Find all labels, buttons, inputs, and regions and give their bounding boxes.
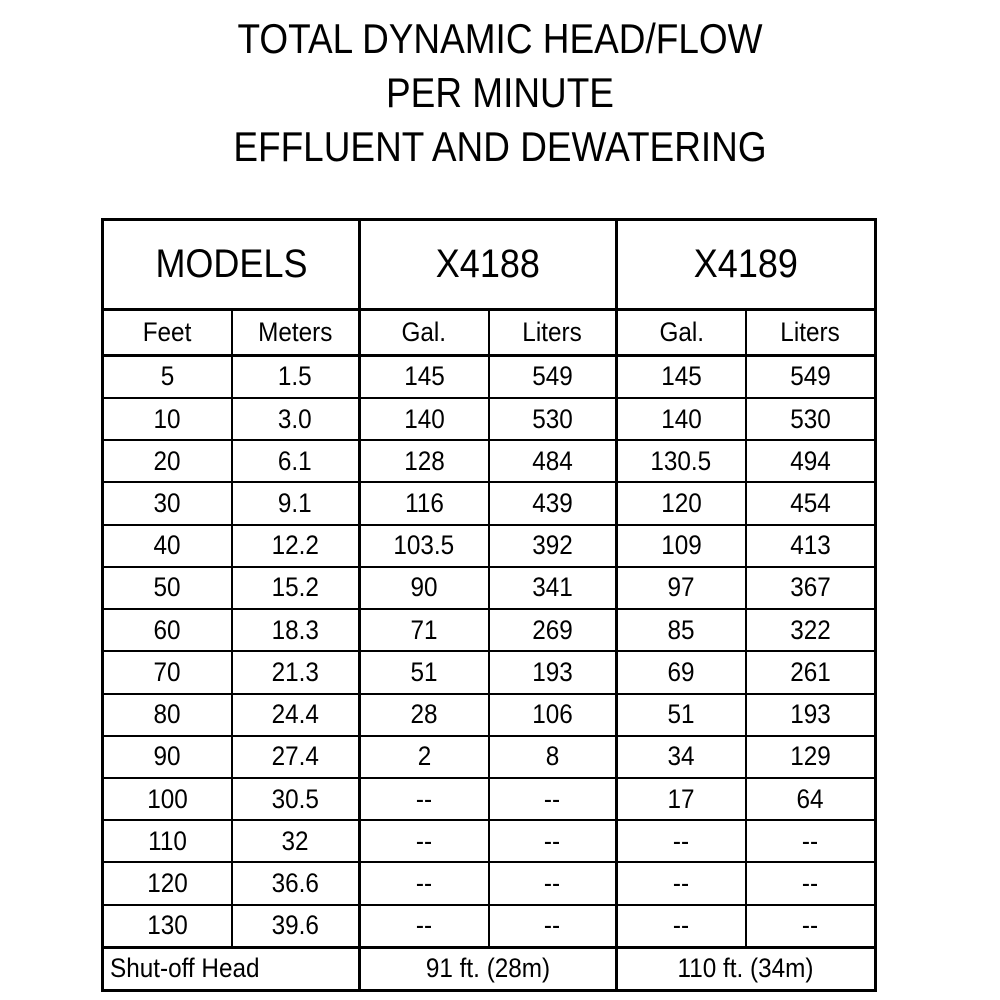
cell-meters-value: 12.2 <box>271 530 319 561</box>
shutoff-head-label-cell <box>103 947 360 990</box>
cell-x4188-liters <box>489 862 617 904</box>
cell-x4188-gal-value: -- <box>416 867 433 898</box>
cell-meters <box>232 398 360 440</box>
unit-meters-header <box>232 309 360 355</box>
cell-x4188-gal-value: 90 <box>410 572 438 603</box>
cell-x4188-liters-value: 106 <box>531 699 573 730</box>
cell-x4188-liters <box>489 694 617 736</box>
cell-x4188-gal <box>360 694 489 736</box>
cell-x4189-gal <box>617 736 746 778</box>
cell-meters-value: 32 <box>281 825 309 856</box>
units-header-row <box>103 309 876 355</box>
cell-meters <box>232 440 360 482</box>
cell-x4189-liters <box>746 778 876 820</box>
cell-x4188-liters-value: 341 <box>531 572 573 603</box>
cell-x4189-liters-value: 367 <box>789 572 831 603</box>
cell-feet <box>103 694 232 736</box>
cell-x4188-liters <box>489 567 617 609</box>
cell-x4189-gal-value: -- <box>673 825 690 856</box>
shutoff-head-x4188-value: 91 ft. (28m) <box>425 953 551 984</box>
cell-x4188-gal <box>360 651 489 693</box>
cell-x4189-gal-value: 145 <box>660 361 702 392</box>
cell-x4188-liters <box>489 398 617 440</box>
cell-x4189-liters-value: -- <box>802 910 819 941</box>
cell-feet <box>103 567 232 609</box>
unit-x4188-liters-label: Liters <box>522 316 582 347</box>
cell-meters <box>232 482 360 524</box>
cell-x4188-liters <box>489 736 617 778</box>
cell-feet-value: 130 <box>146 910 188 941</box>
cell-x4189-gal <box>617 440 746 482</box>
cell-x4189-liters-value: -- <box>802 825 819 856</box>
cell-x4189-gal-value: 120 <box>660 488 702 519</box>
shutoff-head-x4188-cell <box>360 947 617 990</box>
cell-x4189-gal <box>617 567 746 609</box>
cell-x4188-gal-value: 28 <box>410 699 438 730</box>
cell-x4189-gal-value: -- <box>673 867 690 898</box>
cell-x4188-gal <box>360 778 489 820</box>
cell-feet <box>103 440 232 482</box>
cell-x4189-liters <box>746 440 876 482</box>
cell-meters-value: 1.5 <box>278 361 313 392</box>
cell-meters-value: 3.0 <box>278 403 313 434</box>
cell-x4188-gal-value: 51 <box>410 656 438 687</box>
title-line-3: EFFLUENT AND DEWATERING <box>233 123 767 170</box>
cell-x4189-liters-value: 413 <box>789 530 831 561</box>
table-row <box>103 440 876 482</box>
shutoff-head-x4189-value: 110 ft. (34m) <box>678 953 814 984</box>
cell-feet-value: 50 <box>153 572 181 603</box>
unit-x4188-gal-header <box>360 309 489 355</box>
cell-x4189-gal-value: 140 <box>660 403 702 434</box>
cell-feet-value: 40 <box>153 530 181 561</box>
cell-x4188-gal <box>360 355 489 398</box>
cell-feet <box>103 736 232 778</box>
cell-x4189-gal <box>617 651 746 693</box>
cell-x4189-liters <box>746 651 876 693</box>
cell-x4188-liters <box>489 355 617 398</box>
cell-meters <box>232 820 360 862</box>
cell-x4189-liters <box>746 609 876 651</box>
cell-x4189-liters-value: 494 <box>789 445 831 476</box>
cell-x4189-gal-value: 34 <box>667 741 695 772</box>
cell-x4189-gal-value: 130.5 <box>650 445 712 476</box>
cell-feet-value: 80 <box>153 699 181 730</box>
cell-x4189-liters <box>746 862 876 904</box>
cell-feet-value: 30 <box>153 488 181 519</box>
unit-meters-label: Meters <box>258 316 333 347</box>
unit-x4189-liters-label: Liters <box>780 316 840 347</box>
cell-meters <box>232 862 360 904</box>
cell-feet <box>103 482 232 524</box>
cell-meters <box>232 355 360 398</box>
cell-x4189-liters-value: -- <box>802 867 819 898</box>
document-title <box>60 12 940 174</box>
table-row <box>103 862 876 904</box>
title-line-2: PER MINUTE <box>386 69 614 116</box>
unit-x4189-liters-header <box>746 309 876 355</box>
cell-x4188-gal-value: 145 <box>403 361 445 392</box>
table-row <box>103 609 876 651</box>
unit-x4188-gal-label: Gal. <box>401 316 447 347</box>
models-label: MODELS <box>154 241 308 286</box>
unit-x4189-gal-label: Gal. <box>658 316 704 347</box>
cell-x4189-liters <box>746 398 876 440</box>
cell-feet-value: 120 <box>146 867 188 898</box>
cell-x4188-gal-value: 2 <box>417 741 432 772</box>
cell-x4188-liters-value: 530 <box>531 403 573 434</box>
cell-x4188-gal <box>360 609 489 651</box>
unit-feet-header <box>103 309 232 355</box>
cell-x4188-gal-value: 71 <box>410 614 438 645</box>
cell-meters-value: 30.5 <box>271 783 319 814</box>
cell-x4189-liters-value: 64 <box>796 783 824 814</box>
cell-x4189-gal <box>617 398 746 440</box>
cell-x4189-liters-value: 193 <box>789 699 831 730</box>
cell-x4189-gal <box>617 905 746 948</box>
cell-x4188-liters-value: 8 <box>545 741 560 772</box>
cell-x4188-gal <box>360 567 489 609</box>
cell-x4189-gal-value: -- <box>673 910 690 941</box>
table-row <box>103 778 876 820</box>
cell-x4188-liters <box>489 525 617 567</box>
cell-x4188-gal <box>360 482 489 524</box>
cell-meters <box>232 736 360 778</box>
cell-x4188-liters-value: 484 <box>531 445 573 476</box>
cell-x4189-gal-value: 51 <box>667 699 695 730</box>
cell-x4189-gal <box>617 694 746 736</box>
cell-x4188-liters <box>489 820 617 862</box>
model-x4188-header <box>360 220 617 310</box>
cell-x4189-liters <box>746 482 876 524</box>
cell-feet <box>103 820 232 862</box>
cell-x4188-gal <box>360 525 489 567</box>
cell-feet <box>103 778 232 820</box>
table-row <box>103 905 876 948</box>
cell-meters-value: 27.4 <box>271 741 319 772</box>
model-x4189-header <box>617 220 876 310</box>
cell-x4188-liters-value: -- <box>544 867 561 898</box>
shutoff-head-x4189-cell <box>617 947 876 990</box>
cell-x4188-gal-value: -- <box>416 910 433 941</box>
cell-meters <box>232 778 360 820</box>
cell-x4188-liters-value: -- <box>544 910 561 941</box>
cell-x4189-liters <box>746 525 876 567</box>
cell-meters <box>232 567 360 609</box>
table-row <box>103 567 876 609</box>
cell-x4188-gal <box>360 736 489 778</box>
models-header-cell <box>103 220 360 310</box>
cell-meters-value: 39.6 <box>271 910 319 941</box>
cell-meters <box>232 525 360 567</box>
cell-feet <box>103 651 232 693</box>
performance-table <box>101 218 877 992</box>
table-row <box>103 525 876 567</box>
model-x4188-label: X4188 <box>435 241 541 286</box>
cell-x4189-liters <box>746 355 876 398</box>
shutoff-head-label: Shut-off Head <box>110 953 260 984</box>
cell-feet-value: 100 <box>146 783 188 814</box>
cell-x4189-gal-value: 17 <box>667 783 695 814</box>
cell-x4189-gal <box>617 778 746 820</box>
cell-x4188-liters <box>489 778 617 820</box>
cell-x4188-liters-value: 269 <box>531 614 573 645</box>
cell-x4188-gal-value: 140 <box>403 403 445 434</box>
title-line-1: TOTAL DYNAMIC HEAD/FLOW <box>237 15 763 62</box>
cell-meters <box>232 905 360 948</box>
cell-x4188-gal <box>360 862 489 904</box>
cell-x4189-gal-value: 109 <box>660 530 702 561</box>
cell-x4188-gal <box>360 398 489 440</box>
cell-x4188-liters <box>489 482 617 524</box>
cell-x4188-gal-value: 128 <box>403 445 445 476</box>
models-header-row <box>103 220 876 310</box>
cell-x4189-gal <box>617 355 746 398</box>
cell-feet <box>103 609 232 651</box>
cell-x4189-liters-value: 322 <box>789 614 831 645</box>
cell-x4189-liters <box>746 820 876 862</box>
cell-x4189-gal <box>617 609 746 651</box>
unit-feet-label: Feet <box>142 316 192 347</box>
cell-x4188-gal <box>360 440 489 482</box>
cell-x4189-liters <box>746 905 876 948</box>
table-row <box>103 398 876 440</box>
cell-feet-value: 60 <box>153 614 181 645</box>
cell-x4188-gal <box>360 905 489 948</box>
cell-x4188-liters <box>489 440 617 482</box>
cell-x4188-liters-value: 193 <box>531 656 573 687</box>
table-row <box>103 694 876 736</box>
cell-x4189-gal-value: 97 <box>667 572 695 603</box>
unit-x4188-liters-header <box>489 309 617 355</box>
cell-feet <box>103 355 232 398</box>
cell-x4189-gal-value: 85 <box>667 614 695 645</box>
cell-meters <box>232 609 360 651</box>
cell-x4188-gal-value: 103.5 <box>393 530 455 561</box>
shutoff-head-row <box>103 947 876 990</box>
cell-meters-value: 18.3 <box>271 614 319 645</box>
cell-feet-value: 5 <box>160 361 175 392</box>
cell-meters <box>232 651 360 693</box>
cell-x4189-liters-value: 454 <box>789 488 831 519</box>
cell-x4189-liters <box>746 567 876 609</box>
cell-x4189-liters-value: 530 <box>789 403 831 434</box>
cell-feet <box>103 525 232 567</box>
cell-feet-value: 70 <box>153 656 181 687</box>
cell-x4189-liters-value: 261 <box>789 656 831 687</box>
cell-meters-value: 15.2 <box>271 572 319 603</box>
cell-meters-value: 9.1 <box>278 488 313 519</box>
cell-meters-value: 24.4 <box>271 699 319 730</box>
table-row <box>103 820 876 862</box>
cell-x4189-gal-value: 69 <box>667 656 695 687</box>
cell-feet-value: 110 <box>147 825 187 856</box>
cell-meters-value: 36.6 <box>271 867 319 898</box>
cell-feet-value: 90 <box>153 741 181 772</box>
cell-feet-value: 20 <box>153 445 181 476</box>
cell-feet <box>103 905 232 948</box>
cell-x4188-liters-value: -- <box>544 783 561 814</box>
cell-x4188-liters <box>489 905 617 948</box>
cell-x4188-liters-value: 392 <box>531 530 573 561</box>
model-x4189-label: X4189 <box>693 241 799 286</box>
cell-x4188-liters-value: -- <box>544 825 561 856</box>
cell-x4188-liters <box>489 609 617 651</box>
cell-x4188-gal <box>360 820 489 862</box>
unit-x4189-gal-header <box>617 309 746 355</box>
table-row <box>103 736 876 778</box>
table-row <box>103 651 876 693</box>
cell-meters-value: 21.3 <box>271 656 319 687</box>
cell-x4189-liters <box>746 694 876 736</box>
cell-x4189-gal <box>617 482 746 524</box>
cell-x4188-liters-value: 439 <box>531 488 573 519</box>
cell-feet-value: 10 <box>153 403 181 434</box>
cell-x4189-liters-value: 549 <box>789 361 831 392</box>
cell-x4189-gal <box>617 862 746 904</box>
cell-x4189-liters <box>746 736 876 778</box>
cell-meters-value: 6.1 <box>278 445 313 476</box>
cell-feet <box>103 862 232 904</box>
table-row <box>103 482 876 524</box>
cell-x4188-liters <box>489 651 617 693</box>
cell-x4188-gal-value: -- <box>416 825 433 856</box>
table-row <box>103 355 876 398</box>
cell-meters <box>232 694 360 736</box>
cell-x4188-gal-value: 116 <box>404 488 444 519</box>
cell-x4188-gal-value: -- <box>416 783 433 814</box>
cell-feet <box>103 398 232 440</box>
cell-x4189-gal <box>617 820 746 862</box>
cell-x4189-liters-value: 129 <box>789 741 831 772</box>
cell-x4189-gal <box>617 525 746 567</box>
cell-x4188-liters-value: 549 <box>531 361 573 392</box>
